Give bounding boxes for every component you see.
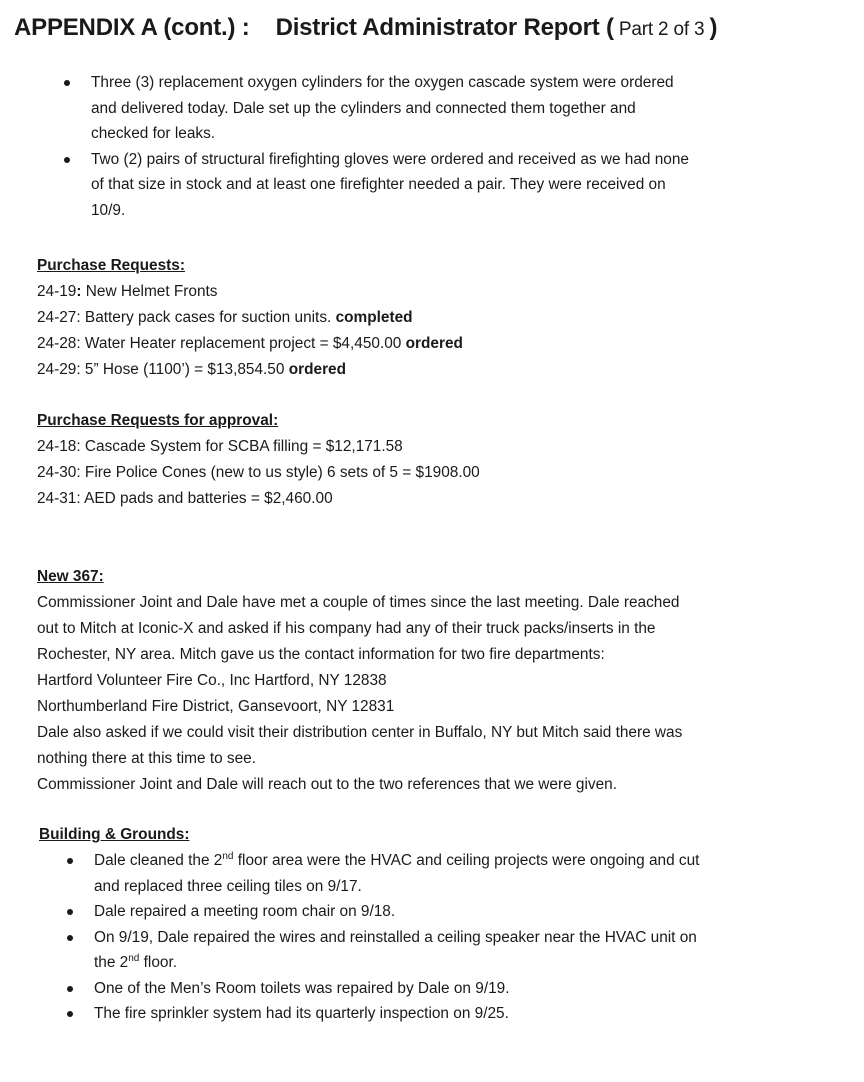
list-item: 24-19: New Helmet Fronts	[37, 283, 218, 300]
status-ordered: ordered	[405, 335, 463, 352]
section-heading: Purchase Requests for approval:	[37, 412, 279, 429]
paragraph-line: Dale also asked if we could visit their distribution center in Buffalo, NY but Mitch said there was	[37, 724, 683, 741]
list-item: One of the Men’s Room toilets was repaired by Dale on 9/19.	[67, 976, 699, 1002]
list-item: On 9/19, Dale repaired the wires and reinstalled a ceiling speaker near the HVAC unit on the 2nd floor.	[67, 925, 699, 976]
paragraph-line: Hartford Volunteer Fire Co., Inc Hartford, NY 12838	[37, 672, 387, 689]
paragraph-line: out to Mitch at Iconic-X and asked if his company had any of their truck packs/inserts in the	[37, 620, 656, 637]
paragraph-line: nothing there at this time to see.	[37, 750, 257, 767]
status-ordered: ordered	[288, 361, 347, 378]
paragraph-line: Rochester, NY area. Mitch gave us the contact information for two fire departments:	[37, 646, 605, 663]
purchase-approval-section	[37, 408, 480, 512]
section-heading: Building & Grounds:	[39, 826, 190, 843]
section-heading: New 367:	[37, 568, 104, 585]
list-item: 24-30: Fire Police Cones (new to us style) 6 sets of 5 = $1908.00	[37, 464, 480, 481]
building-grounds-list	[67, 848, 699, 1027]
paragraph-line: Commissioner Joint and Dale have met a couple of times since the last meeting. Dale reached	[37, 594, 680, 611]
top-bullet-list	[64, 70, 689, 223]
new-367-section	[37, 564, 682, 798]
section-heading: Purchase Requests:	[37, 257, 185, 274]
list-item: Dale repaired a meeting room chair on 9/18.	[67, 899, 699, 925]
list-item: Three (3) replacement oxygen cylinders for the oxygen cascade system were ordered and delivered today. Dale set up the cylinders and connected them together and checked for leaks.	[64, 70, 689, 147]
paragraph-line: Northumberland Fire District, Gansevoort, NY 12831	[37, 698, 395, 715]
list-item: 24-28: Water Heater replacement project = $4,450.00 ordered	[37, 335, 463, 352]
building-grounds-heading-block	[39, 822, 189, 848]
list-item: Two (2) pairs of structural firefighting gloves were ordered and received as we had none of that size in stock and at least one firefighter needed a pair. They were received on 10/9.	[64, 147, 689, 224]
paragraph-line: Commissioner Joint and Dale will reach out to the two references that we were given.	[37, 776, 617, 793]
title-report-name: District Administrator Report	[275, 14, 600, 41]
purchase-requests-section	[37, 253, 463, 383]
list-item: 24-27: Battery pack cases for suction units. completed	[37, 309, 413, 326]
title-paren-close: )	[709, 14, 718, 41]
list-item: The fire sprinkler system had its quarterly inspection on 9/25.	[67, 1001, 699, 1027]
list-item: 24-18: Cascade System for SCBA filling = $12,171.58	[37, 438, 403, 455]
title-part-label: Part 2 of 3	[613, 19, 710, 40]
title-paren-open: (	[606, 14, 614, 41]
status-completed: completed	[335, 309, 413, 326]
list-item: Dale cleaned the 2nd floor area were the HVAC and ceiling projects were ongoing and cut and replaced three ceiling tiles on 9/17.	[67, 848, 699, 899]
list-item: 24-31: AED pads and batteries = $2,460.00	[37, 490, 333, 507]
page-title	[14, 14, 717, 42]
list-item: 24-29: 5” Hose (1100’) = $13,854.50 ordered	[37, 361, 347, 378]
title-appendix: APPENDIX A (cont.) :	[14, 14, 250, 41]
